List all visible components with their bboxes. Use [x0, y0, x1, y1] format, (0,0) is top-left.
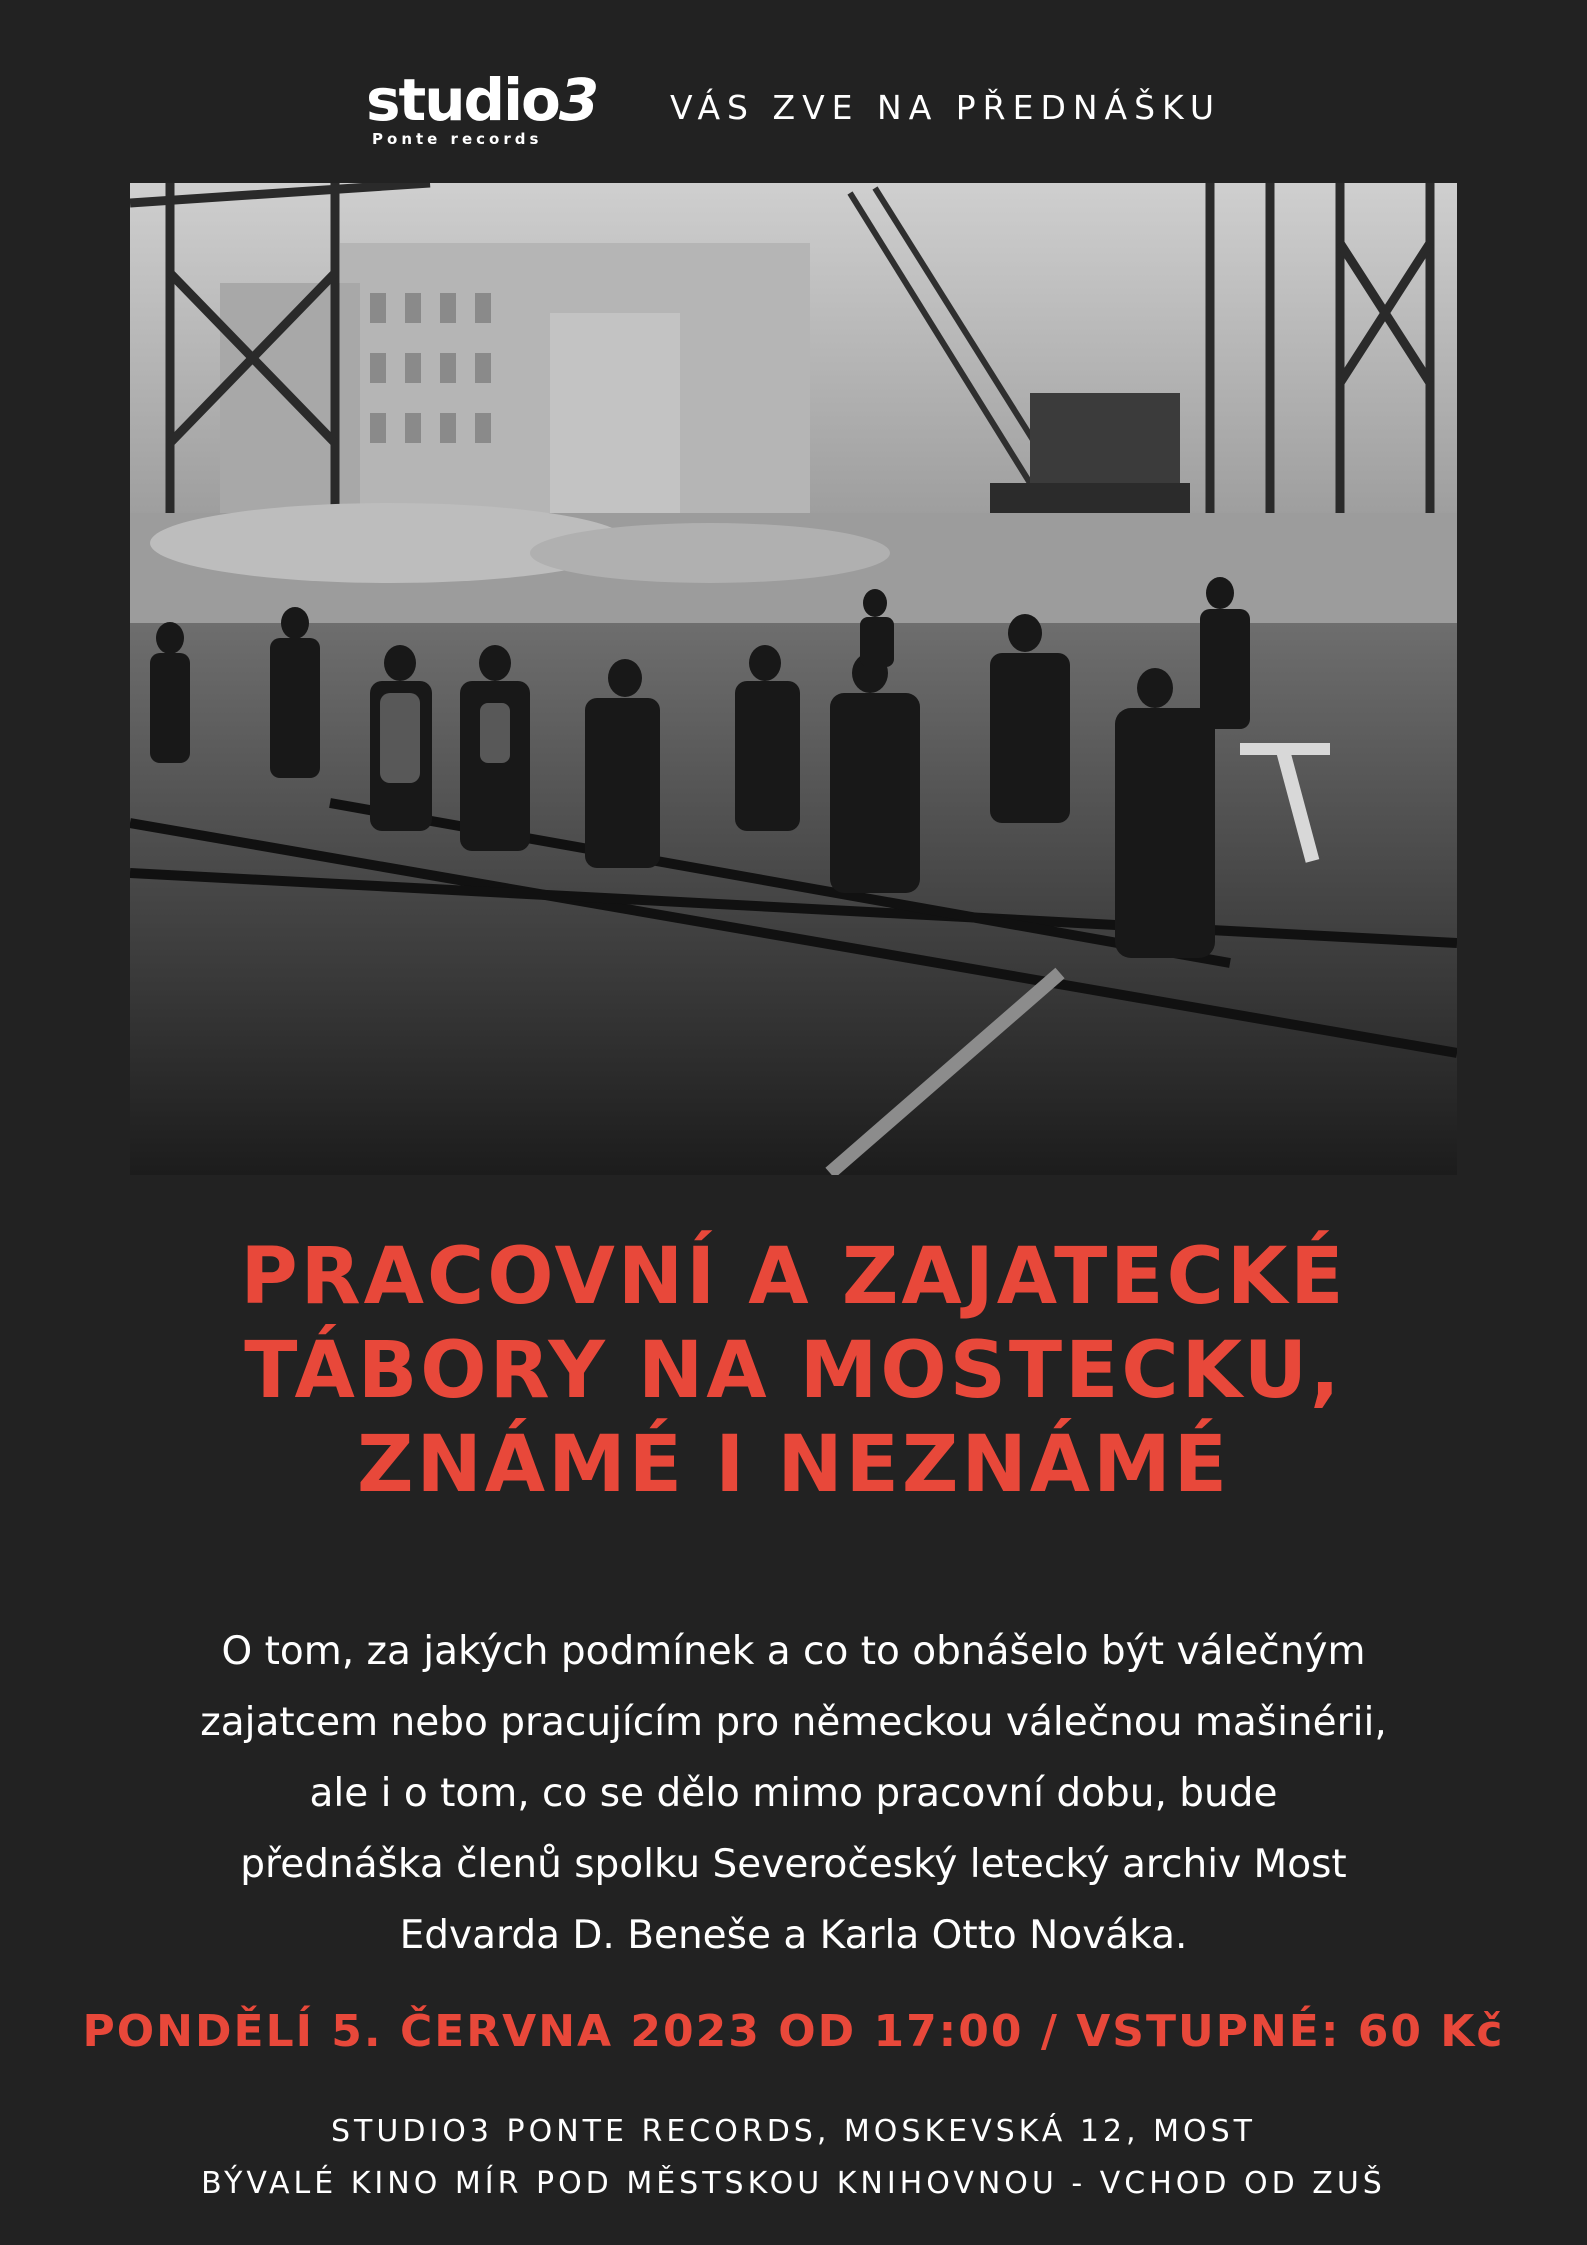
studio3-logo — [366, 68, 636, 150]
invite-text: VÁS ZVE NA PŘEDNÁŠKU — [670, 87, 1221, 127]
description-line: přednáška členů spolku Severočeský letecký archiv Most — [240, 1842, 1347, 1887]
title-line: ZNÁMÉ I NEZNÁMÉ — [356, 1420, 1231, 1510]
title-line: PRACOVNÍ A ZAJATECKÉ — [240, 1232, 1347, 1322]
address-line: BÝVALÉ KINO MÍR POD MĚSTSKOU KNIHOVNOU - VCHOD OD ZUŠ — [201, 2166, 1386, 2201]
description-line: Edvarda D. Beneše a Karla Otto Nováka. — [399, 1913, 1188, 1958]
lecture-title — [0, 1230, 1587, 1512]
logo-subtitle: Ponte records — [372, 130, 543, 148]
lecture-description — [100, 1616, 1487, 1971]
logo-wordmark — [366, 68, 597, 132]
poster-header — [0, 68, 1587, 150]
description-line: O tom, za jakých podmínek a co to obnášelo být válečným — [221, 1629, 1366, 1674]
venue-address — [0, 2106, 1587, 2210]
event-date-price: PONDĚLÍ 5. ČERVNA 2023 OD 17:00 / VSTUPNÉ: 60 Kč — [82, 2006, 1505, 2057]
photo-illustration — [130, 183, 1457, 1175]
historical-photo — [130, 183, 1457, 1175]
description-line: zajatcem nebo pracujícím pro německou válečnou mašinérii, — [200, 1700, 1387, 1745]
title-line: TÁBORY NA MOSTECKU, — [244, 1326, 1343, 1416]
description-line: ale i o tom, co se dělo mimo pracovní dobu, bude — [309, 1771, 1278, 1816]
address-line: STUDIO3 PONTE RECORDS, MOSKEVSKÁ 12, MOST — [331, 2114, 1256, 2149]
logo-number: 3 — [558, 66, 598, 134]
logo-word: studio — [366, 66, 559, 134]
